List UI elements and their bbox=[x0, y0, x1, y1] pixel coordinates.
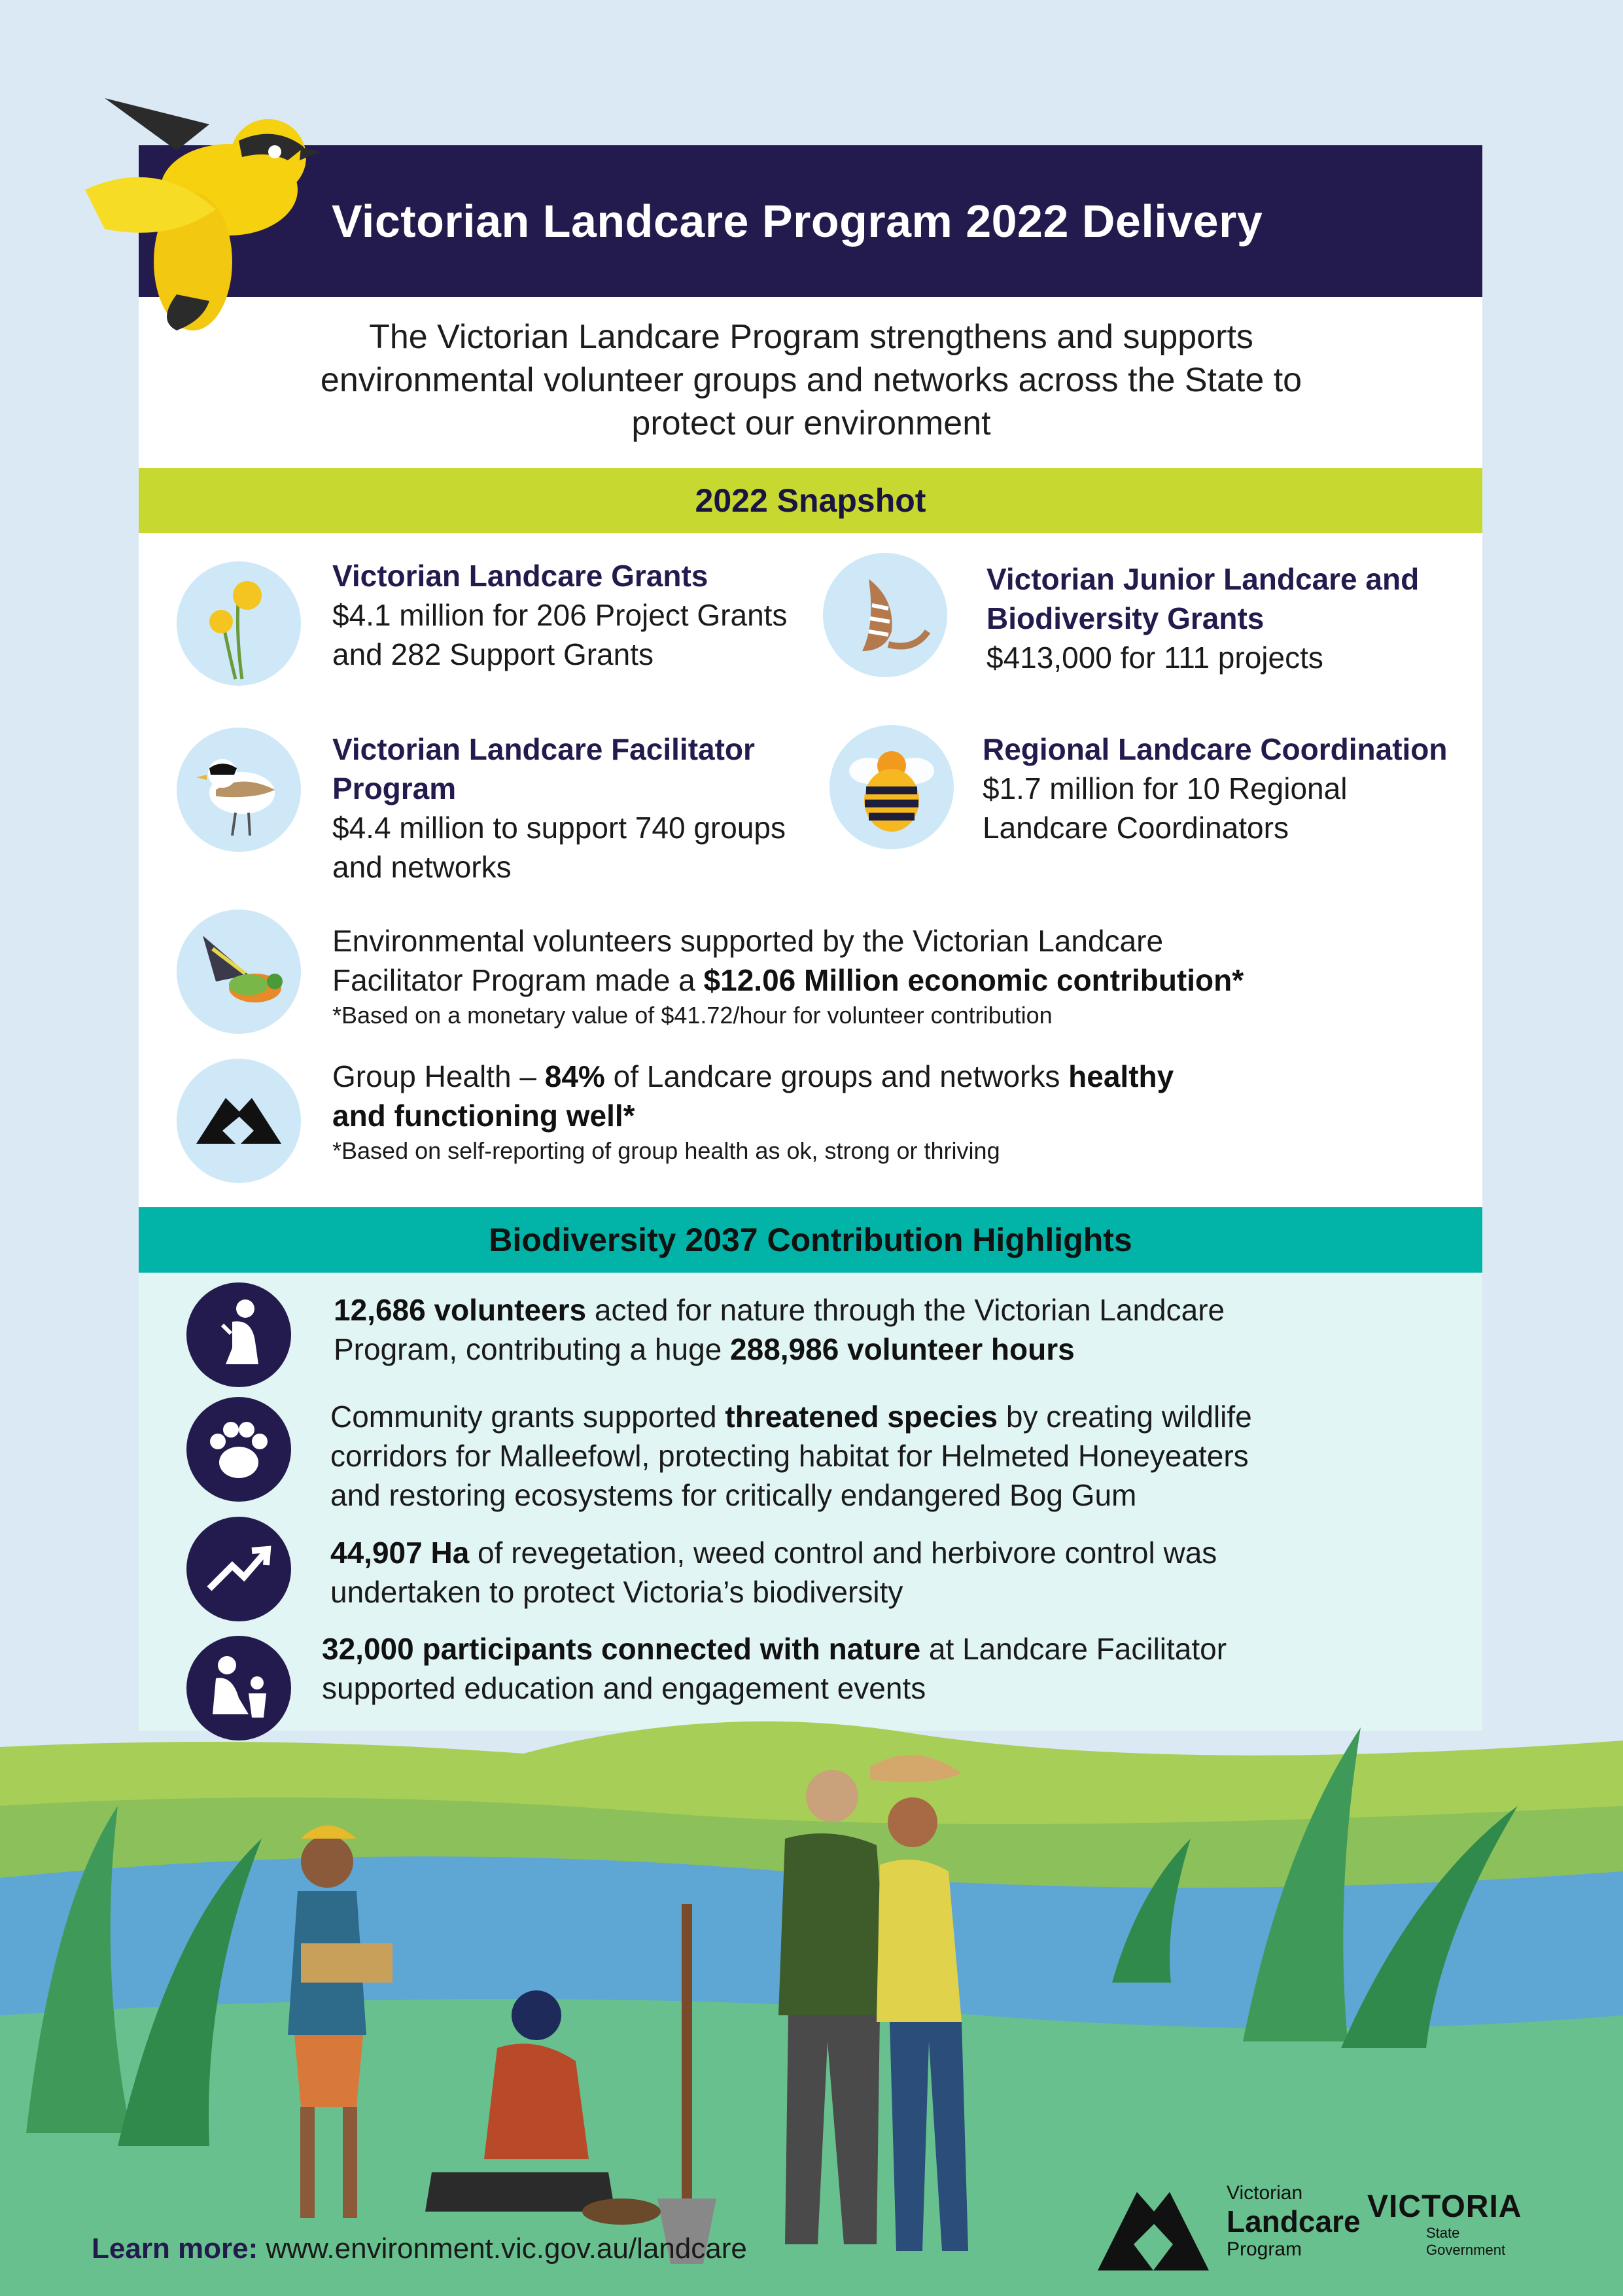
revegetation-line-2: undertaken to protect Victoria’s biodiversity bbox=[330, 1575, 903, 1609]
snapshot-heading-text: 2022 Snapshot bbox=[695, 482, 926, 519]
health-percentage: 84% bbox=[544, 1059, 605, 1093]
participants-post: at Landcare Facilitator bbox=[920, 1632, 1227, 1666]
hectares-value: 44,907 Ha bbox=[330, 1536, 470, 1570]
landcare-logo-icon bbox=[1091, 2179, 1215, 2277]
learn-more bbox=[92, 2233, 747, 2265]
economic-note: *Based on a monetary value of $41.72/hour for volunteer contribution bbox=[332, 1002, 1053, 1029]
trend-arrow-icon bbox=[186, 1517, 291, 1621]
health-healthy: healthy bbox=[1068, 1059, 1174, 1093]
page-title-text: Victorian Landcare Program 2022 Delivery bbox=[332, 196, 1263, 247]
intro-text bbox=[196, 315, 1426, 445]
learn-more-url[interactable]: www.environment.vic.gov.au/landcare bbox=[266, 2233, 747, 2265]
economic-contribution-value: $12.06 Million economic contribution* bbox=[703, 963, 1244, 997]
health-line-2 bbox=[332, 1096, 1444, 1135]
regional-block bbox=[983, 730, 1454, 847]
health-note: *Based on self-reporting of group health as ok, strong or thriving bbox=[332, 1137, 1000, 1164]
victoria-government-logo bbox=[1367, 2189, 1522, 2259]
grants-block bbox=[332, 556, 790, 674]
volunteers-count: 12,686 volunteers bbox=[334, 1293, 587, 1327]
landcare-logo-big: Landcare bbox=[1227, 2204, 1361, 2238]
biodiversity-heading-text: Biodiversity 2037 Contribution Highlights bbox=[489, 1222, 1132, 1258]
participants-count: 32,000 participants connected with nature bbox=[322, 1632, 921, 1666]
page-title bbox=[139, 145, 1482, 297]
economic-line-2-text: Facilitator Program made a bbox=[332, 963, 704, 997]
intro-line-3: protect our environment bbox=[631, 404, 991, 442]
intro-line-1: The Victorian Landcare Program strengthens and supports bbox=[369, 318, 1253, 356]
junior-body: $413,000 for 111 projects bbox=[986, 641, 1323, 675]
landcare-logo-small: Victorian bbox=[1227, 2182, 1303, 2204]
learn-more-label: Learn more: bbox=[92, 2233, 258, 2265]
volunteers-line-2-text: Program, contributing a huge bbox=[334, 1332, 731, 1366]
species-block bbox=[330, 1397, 1469, 1515]
paw-print-icon bbox=[186, 1397, 291, 1502]
volunteers-block bbox=[334, 1290, 1446, 1369]
participants-line-1 bbox=[322, 1629, 1473, 1669]
volunteers-mid: acted for nature through the Victorian Landcare bbox=[586, 1293, 1225, 1327]
health-line-1 bbox=[332, 1057, 1444, 1096]
biodiversity-heading bbox=[139, 1207, 1482, 1273]
health-pre: Group Health – bbox=[332, 1059, 545, 1093]
economic-line-2 bbox=[332, 961, 1444, 1000]
health-mid: of Landcare groups and networks bbox=[604, 1059, 1069, 1093]
snapshot-heading bbox=[139, 468, 1482, 533]
plover-icon bbox=[177, 728, 301, 852]
health-functioning: and functioning well* bbox=[332, 1099, 635, 1133]
facilitator-body: $4.4 million to support 740 groups and networks bbox=[332, 811, 786, 884]
landcare-hands-icon bbox=[177, 1059, 301, 1183]
landcare-logo-text bbox=[1227, 2182, 1361, 2261]
species-pre: Community grants supported bbox=[330, 1400, 725, 1434]
threatened-species: threatened species bbox=[725, 1400, 998, 1434]
participants-line-2: supported education and engagement events bbox=[322, 1671, 926, 1705]
economic-line-1: Environmental volunteers supported by the Victorian Landcare bbox=[332, 924, 1164, 958]
volunteer-kneeling-icon bbox=[186, 1282, 291, 1387]
victoria-logo-sub bbox=[1367, 2225, 1522, 2259]
economic-block bbox=[332, 921, 1444, 1031]
landcare-logo-sub: Program bbox=[1227, 2238, 1302, 2260]
volunteers-line-1 bbox=[334, 1290, 1446, 1330]
revegetation-post: of revegetation, weed control and herbivore control was bbox=[469, 1536, 1217, 1570]
regional-body: $1.7 million for 10 Regional Landcare Coordinators bbox=[983, 771, 1348, 845]
junior-block bbox=[986, 559, 1457, 677]
flower-icon bbox=[177, 561, 301, 686]
health-block bbox=[332, 1057, 1444, 1167]
victoria-logo-text: VICTORIA bbox=[1367, 2189, 1522, 2224]
numbat-icon bbox=[823, 553, 947, 677]
facilitator-block bbox=[332, 730, 803, 887]
yellow-bird-illustration bbox=[79, 79, 327, 334]
revegetation-line-1 bbox=[330, 1533, 1469, 1572]
species-post: by creating wildlife bbox=[998, 1400, 1252, 1434]
volunteer-hours: 288,986 volunteer hours bbox=[730, 1332, 1075, 1366]
species-line-2: corridors for Malleefowl, protecting habitat for Helmeted Honeyeaters bbox=[330, 1439, 1249, 1473]
victoria-logo-state: State bbox=[1426, 2225, 1460, 2241]
fantail-bird-icon bbox=[177, 910, 301, 1034]
regional-title: Regional Landcare Coordination bbox=[983, 732, 1448, 766]
volunteers-line-2 bbox=[334, 1330, 1446, 1369]
grants-title: Victorian Landcare Grants bbox=[332, 559, 708, 593]
intro-line-2: environmental volunteer groups and networks across the State to bbox=[320, 361, 1302, 399]
species-line-3: and restoring ecosystems for critically endangered Bog Gum bbox=[330, 1478, 1137, 1512]
junior-title: Victorian Junior Landcare and Biodiversity Grants bbox=[986, 562, 1420, 635]
victoria-logo-government: Government bbox=[1426, 2242, 1506, 2258]
revegetation-block bbox=[330, 1533, 1469, 1612]
bee-icon bbox=[829, 725, 954, 849]
species-line-1 bbox=[330, 1397, 1469, 1436]
grants-body: $4.1 million for 206 Project Grants and 282 Support Grants bbox=[332, 598, 788, 671]
facilitator-title: Victorian Landcare Facilitator Program bbox=[332, 732, 755, 805]
